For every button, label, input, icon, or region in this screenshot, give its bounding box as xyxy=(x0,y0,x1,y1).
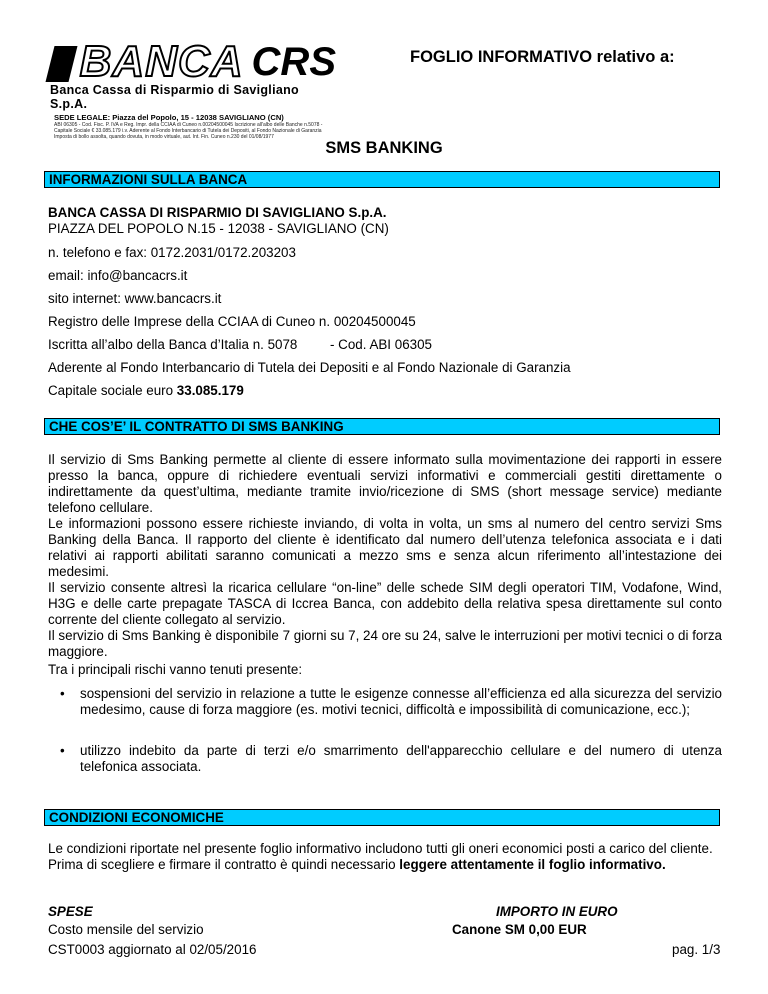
bank-albo: Iscritta all’albo della Banca d’Italia n. 5078 xyxy=(48,337,298,352)
logo-fine-print: ABI 06305 - Cod. Fisc. P. IVA e Reg. Impr. della CCIAA di Cuneo n.00204500045 Iscrizione all'albo delle Banche n.5078 - Capitale Sociale € 33.085.179 i.v. Aderente al Fondo Interbancario di Tutela dei Depositi, al Fondo Nazionale di Garanzia Imposta di bollo assolta, quando dovuta, in modo virtuale, aut. Int. Fin. Cuneo n.230 del 01/08/1977 xyxy=(54,122,323,141)
contract-description xyxy=(48,452,722,660)
contract-paragraph: Il servizio di Sms Banking permette al cliente di essere informato sulla movimentazione dei rapporti in essere presso la banca, oppure di richiedere eventuali servizi informativi e commerciali gestiti direttamente o indirettamente da quest’ultima, mediante tramite invio/ricezione di SMS (short message service) mediante telefono cellulare. xyxy=(48,452,722,515)
monthly-cost-value: Canone SM 0,00 EUR xyxy=(452,922,587,937)
logo-registered-office: SEDE LEGALE: Piazza del Popolo, 15 - 12038 SAVIGLIANO (CN) xyxy=(54,113,284,122)
footer-document-code: CST0003 aggiornato al 02/05/2016 xyxy=(48,942,257,957)
contract-paragraph: Le informazioni possono essere richieste inviando, di volta in volta, un sms al numero del centro servizi Sms Banking della Banca. Il rapporto del cliente è identificato dal numero dell’utenza telefonica associata e i dati relativi ai rapporti abilitati saranno comunicati a mezzo sms e senza alcun riferimento all’intestazione dei medesimi. xyxy=(48,516,722,579)
share-capital-value: 33.085.179 xyxy=(176,383,244,398)
bank-abi-code: - Cod. ABI 06305 xyxy=(330,337,432,352)
contract-paragraph: Il servizio di Sms Banking è disponibile 7 giorni su 7, 24 ore su 24, salve le interruzioni per motivi tecnici o di forza maggiore. xyxy=(48,628,722,659)
risk-item: sospensioni del servizio in relazione a tutte le esigenze connesse all’efficienza ed alla sicurezza del servizio medesimo, cause di forza maggiore (es. motivi tecnici, difficoltà e impossibilità di comunicazione, ecc.); xyxy=(80,686,722,717)
conditions-text: Prima di scegliere e firmare il contratto è quindi necessario xyxy=(48,857,400,872)
bullet-icon: • xyxy=(60,686,65,701)
conditions-paragraph: Le condizioni riportate nel presente foglio informativo includono tutti gli oneri economici posti a carico del cliente. xyxy=(48,841,713,856)
bullet-icon: • xyxy=(60,743,65,758)
logo-wordmark-crs: CRS xyxy=(251,40,336,84)
bank-phone: n. telefono e fax: 0172.2031/0172.203203 xyxy=(48,245,296,260)
monthly-cost-label: Costo mensile del servizio xyxy=(48,922,204,937)
section-heading-bank-info: INFORMAZIONI SULLA BANCA xyxy=(44,171,720,188)
logo-wordmark-banca: BANCA xyxy=(79,37,244,86)
spese-label: SPESE xyxy=(48,904,93,919)
risks-intro: Tra i principali rischi vanno tenuti presente: xyxy=(48,662,303,677)
bank-name: BANCA CASSA DI RISPARMIO DI SAVIGLIANO S.p.A. xyxy=(48,205,387,220)
bank-address: PIAZZA DEL POPOLO N.15 - 12038 - SAVIGLIANO (CN) xyxy=(48,221,389,236)
bank-registry: Registro delle Imprese della CCIAA di Cuneo n. 00204500045 xyxy=(48,314,416,329)
header-title: FOGLIO INFORMATIVO relativo a: xyxy=(410,48,675,66)
document-title: SMS BANKING xyxy=(325,139,443,157)
conditions-paragraph xyxy=(48,857,722,873)
share-capital-label: Capitale sociale euro xyxy=(48,383,174,398)
risk-item: utilizzo indebito da parte di terzi e/o smarrimento dell'apparecchio cellulare e del numero di utenza telefonica associata. xyxy=(80,743,722,774)
logo-subtitle: Banca Cassa di Risparmio di Savigliano S.p.A. xyxy=(50,83,299,111)
conditions-description xyxy=(48,841,722,873)
conditions-emphasis: leggere attentamente il foglio informativo. xyxy=(399,857,666,872)
bank-email: email: info@bancacrs.it xyxy=(48,268,188,283)
section-heading-contract: CHE COS’E’ IL CONTRATTO DI SMS BANKING xyxy=(44,418,720,435)
bank-share-capital xyxy=(48,383,244,399)
logo-wordmark xyxy=(44,37,336,86)
bank-website: sito internet: www.bancacrs.it xyxy=(48,291,222,306)
importo-label: IMPORTO IN EURO xyxy=(496,904,618,919)
bank-logo xyxy=(44,37,336,141)
footer-page-number: pag. 1/3 xyxy=(672,942,721,957)
section-heading-economic-conditions: CONDIZIONI ECONOMICHE xyxy=(44,809,720,826)
contract-paragraph: Il servizio consente altresì la ricarica cellulare “on-line” delle schede SIM degli operatori TIM, Vodafone, Wind, H3G e delle carte prepagate TASCA di Iccrea Banca, con addebito della relativa spesa direttamente sul conto corrente del cliente collegato al servizio. xyxy=(48,580,722,627)
bank-guarantee-fund: Aderente al Fondo Interbancario di Tutela dei Depositi e al Fondo Nazionale di Garanzia xyxy=(48,360,571,375)
